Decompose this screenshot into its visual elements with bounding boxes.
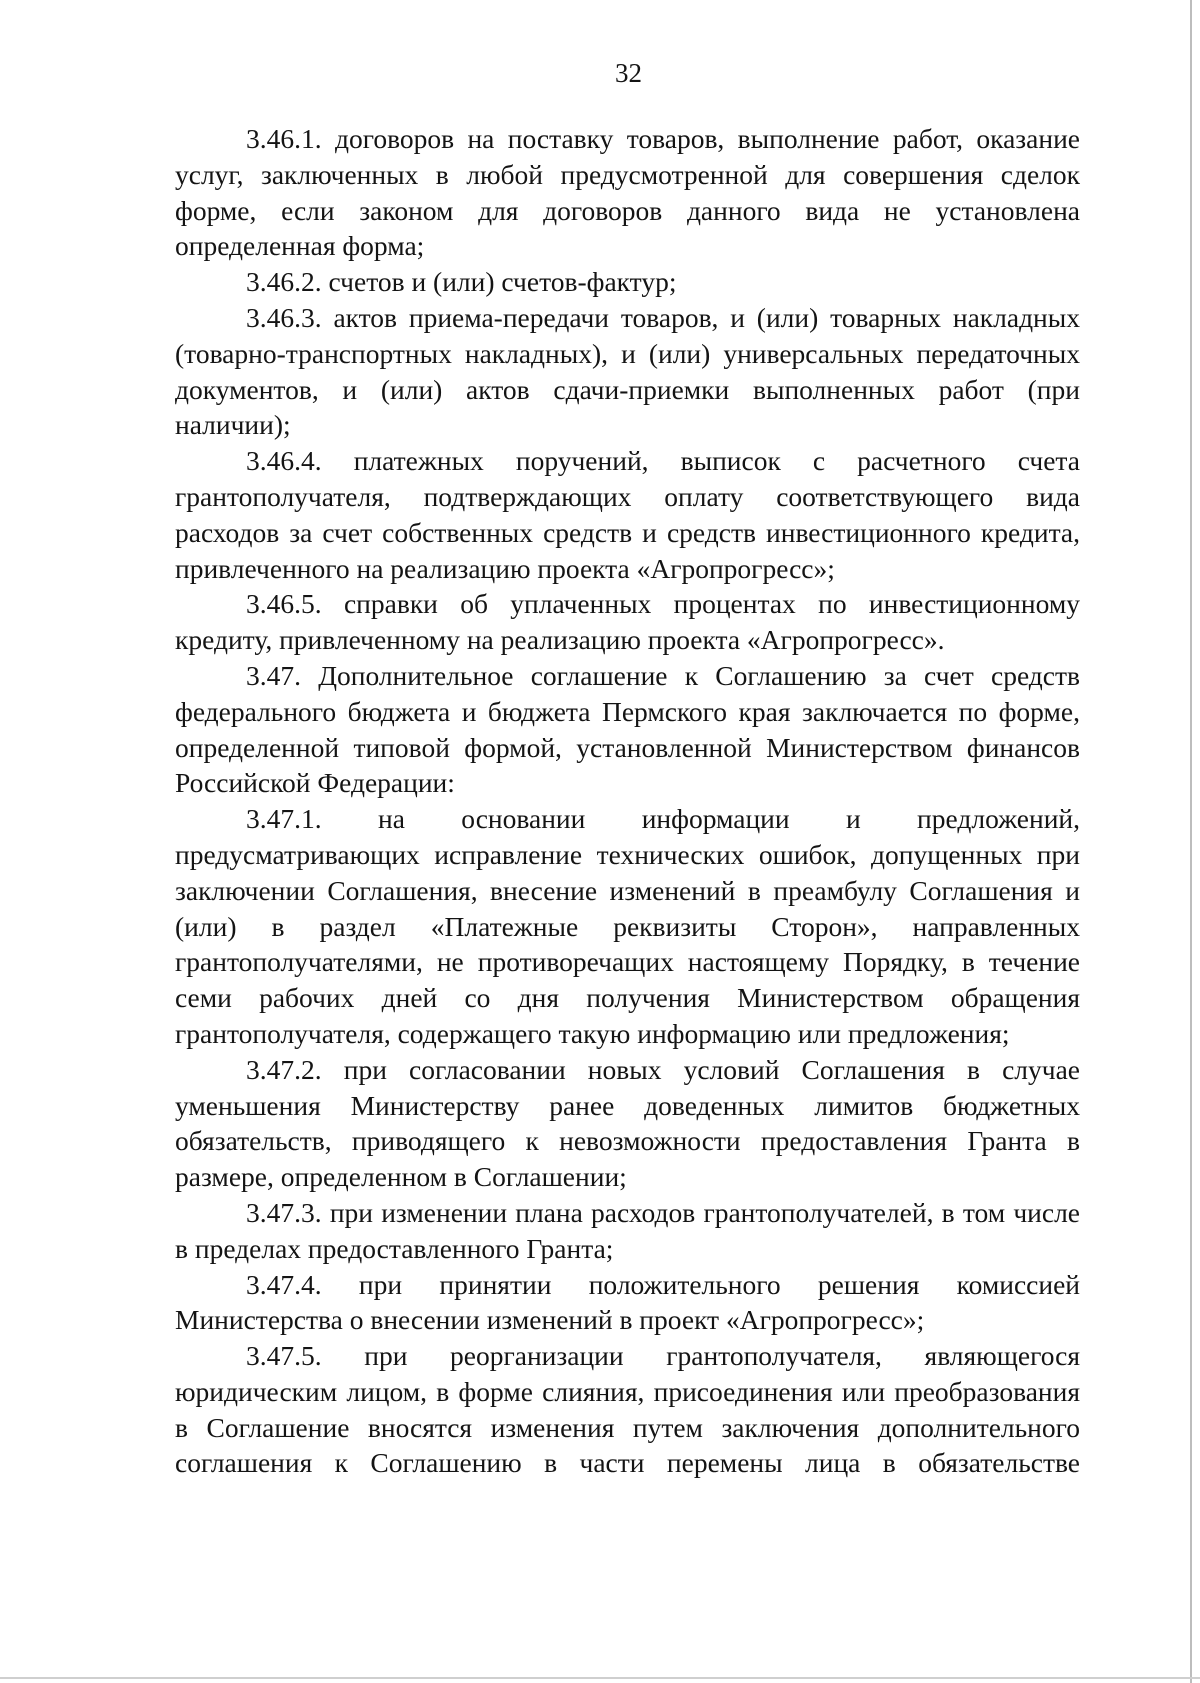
document-body [175, 121, 1080, 1481]
paragraph-3-47-5: 3.47.5. при реорганизации грантополучателя, являющегося юридическим лицом, в форме слияния, присоединения или преобразования в Соглашение вносятся изменения путем заключения дополнительного соглашения к Соглашению в части перемены лица в обязательстве [175, 1340, 1080, 1479]
paragraph-3-47: 3.47. Дополнительное соглашение к Соглашению за счет средств федерального бюджета и бюджета Пермского края заключается по форме, определенной типовой формой, установленной Министерством финансов Российской Федерации: [175, 659, 1080, 799]
paragraph-3-46-3: 3.46.3. актов приема-передачи товаров, и (или) товарных накладных (товарно-транспортных накладных), и (или) универсальных передаточных документов, и (или) актов сдачи-приемки выполненных работ (при наличии); [175, 301, 1080, 441]
paragraph-3-46-2: 3.46.2. счетов и (или) счетов-фактур; [246, 266, 677, 298]
paragraph-3-46-4: 3.46.4. платежных поручений, выписок с расчетного счета грантополучателя, подтверждающих оплату соответствующего вида расходов за счет собственных средств и средств инвестиционного кредита, привлеченного на реализацию проекта «Агропрогресс»; [175, 445, 1080, 584]
scan-edge-line [0, 1677, 1200, 1679]
page-number: 32 [615, 58, 642, 88]
scan-edge-line [1190, 0, 1192, 1683]
paragraph-3-47-3: 3.47.3. при изменении плана расходов грантополучателей, в том числе в пределах предоставленного Гранта; [175, 1196, 1080, 1264]
paragraph-3-46-5: 3.46.5. справки об уплаченных процентах по инвестиционному кредиту, привлеченному на реализацию проекта «Агропрогресс». [175, 588, 1080, 656]
paragraph-3-47-2: 3.47.2. при согласовании новых условий Соглашения в случае уменьшения Министерству ранее доведенных лимитов бюджетных обязательств, приводящего к невозможности предоставления Гранта в размере, определенном в Соглашении; [175, 1053, 1080, 1193]
paragraph-3-47-4: 3.47.4. при принятии положительного решения комиссией Министерства о внесении изменений в проект «Агропрогресс»; [175, 1268, 1080, 1336]
paragraph-3-46-1: 3.46.1. договоров на поставку товаров, выполнение работ, оказание услуг, заключенных в любой предусмотренной для совершения сделок форме, если законом для договоров данного вида не установлена определенная форма; [175, 123, 1080, 262]
paragraph-3-47-1: 3.47.1. на основании информации и предложений, предусматривающих исправление технических ошибок, допущенных при заключении Соглашения, внесение изменений в преамбулу Соглашения и (или) в раздел «Платежные реквизиты Сторон», направленных грантополучателями, не противоречащих настоящему Порядку, в течение семи рабочих дней со дня получения Министерством обращения грантополучателя, содержащего такую информацию или предложения; [175, 803, 1080, 1049]
